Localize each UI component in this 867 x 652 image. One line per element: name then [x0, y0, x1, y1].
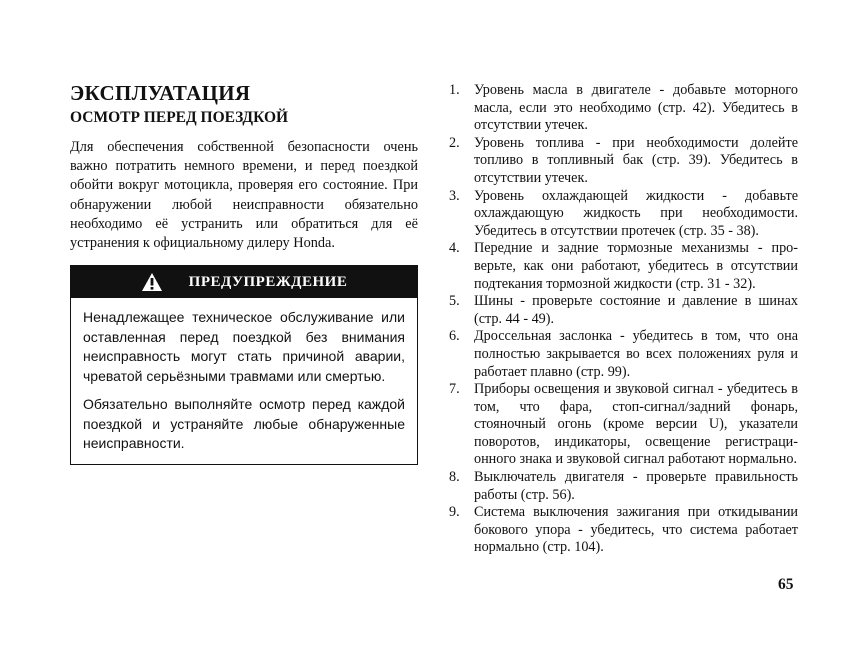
right-column: [448, 82, 798, 557]
list-item: [448, 293, 798, 328]
list-item: [448, 135, 798, 188]
list-item-text: Уровень топлива - при необходимости долейте топливо в топливный бак (стр. 39). Убедитесь в отсутствии утечек.: [474, 134, 798, 186]
list-item: [448, 469, 798, 504]
left-column: [70, 80, 418, 465]
list-item-text: Приборы освещения и звуковой сигнал - убедитесь в том, что фара, стоп-сигнал/задний фонарь, стояночный огонь (кроме версии U), указатели поворотов, индикаторы, освещение регистрационного знака и звуковой сигнал работают нормально.: [474, 381, 798, 468]
list-item: [448, 328, 798, 381]
warning-header: [71, 266, 417, 298]
list-item-text: Система выключения зажигания при откидывании бокового упора - убедитесь, что система работает нормально (стр. 104).: [474, 504, 798, 556]
page-title: ЭКСПЛУАТАЦИЯ: [70, 81, 251, 105]
warning-paragraph-2: Обязательно выполняйте осмотр перед каждой поездкой и устраняйте любые обнаруженные неисправности.: [83, 396, 405, 452]
list-item: [448, 82, 798, 135]
intro-paragraph: Для обеспечения собственной безопасности очень важно потратить немного времени, и перед поездкой обойти вокруг мотоцикла, проверяя его состояние. При обнаружении любой неисправности обязательно необходимо её устранить или обратиться для её устранения к официальному дилеру Honda.: [70, 139, 418, 252]
warning-label: ПРЕДУПРЕЖДЕНИЕ: [188, 273, 348, 290]
list-item-text: Шины - проверьте состояние и давление в шинах (стр. 44 - 49).: [474, 293, 798, 327]
page-number: 65: [778, 576, 794, 593]
list-item-number: 4.: [449, 240, 460, 257]
list-item-number: 7.: [449, 381, 460, 398]
list-item-number: 9.: [449, 504, 460, 521]
list-item-number: 2.: [449, 134, 460, 151]
warning-box: [70, 265, 418, 465]
list-item-text: Выключатель двигателя - проверьте правильность работы (стр. 56).: [474, 469, 798, 503]
list-item: [448, 504, 798, 557]
list-item-number: 5.: [449, 293, 460, 310]
list-item-number: 6.: [449, 328, 460, 345]
list-item: [448, 188, 798, 241]
list-item-text: Уровень масла в двигателе - добавьте моторного масла, если это необходимо (стр. 42). Убедитесь в отсутствии утечек.: [474, 82, 798, 134]
section-subtitle: ОСМОТР ПЕРЕД ПОЕЗДКОЙ: [70, 109, 289, 126]
list-item-number: 8.: [449, 469, 460, 486]
list-item: [448, 240, 798, 293]
list-item-number: 1.: [449, 82, 460, 98]
list-item-number: 3.: [449, 187, 460, 204]
warning-triangle-icon: [141, 272, 163, 292]
list-item-text: Уровень охлаждающей жидкости - добавьте охлаждающую жидкость при необходимости. Убедитесь в отсутствии протечек (стр. 35 - 38).: [474, 187, 798, 239]
list-item: [448, 381, 798, 469]
warning-paragraph-1: Ненадлежащее техническое обслуживание или оставленная перед поездкой без внимания неисправность могут стать причиной аварии, чреватой серьёзными травмами или смертью.: [83, 309, 405, 384]
list-item-text: Передние и задние тормозные механизмы - проверьте, как они работают, убедитесь в отсутствии подтекания тормозной жидкости (стр. 31 - 32).: [474, 240, 798, 292]
warning-body: [71, 298, 417, 464]
inspection-checklist: [448, 82, 798, 557]
list-item-text: Дроссельная заслонка - убедитесь в том, что она полностью закрывается во всех положениях руля и работает плавно (стр. 99).: [474, 328, 798, 380]
